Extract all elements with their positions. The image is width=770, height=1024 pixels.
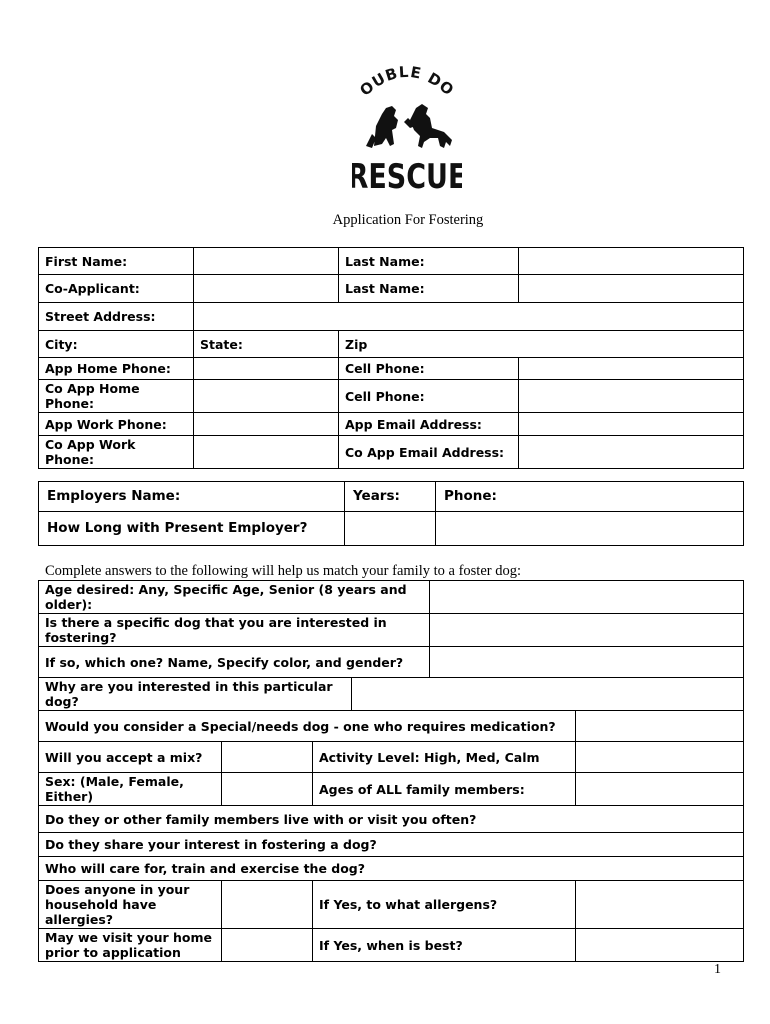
- app-email-field[interactable]: [519, 413, 744, 436]
- co-app-work-phone-field[interactable]: [194, 436, 339, 469]
- street-address-label: Street Address:: [39, 303, 194, 331]
- employment-table: [38, 481, 744, 546]
- svg-text:RESCUE: RESCUE: [352, 158, 462, 196]
- visit-home-field[interactable]: [222, 929, 313, 962]
- co-applicant-field[interactable]: [194, 275, 339, 303]
- app-home-phone-field[interactable]: [194, 358, 339, 380]
- visit-home-label: May we visit your home prior to application: [39, 929, 222, 962]
- co-app-email-label: Co App Email Address:: [339, 436, 519, 469]
- live-visit-question: Do they or other family members live with or visit you often?: [39, 806, 744, 833]
- when-best-label: If Yes, when is best?: [313, 929, 576, 962]
- years-label: Years:: [345, 482, 436, 512]
- rescue-logo: [352, 58, 462, 196]
- special-needs-field[interactable]: [576, 711, 744, 742]
- street-address-field[interactable]: [194, 303, 744, 331]
- co-cell-phone-label: Cell Phone:: [339, 380, 519, 413]
- co-cell-phone-field[interactable]: [519, 380, 744, 413]
- how-long-years-field[interactable]: [345, 512, 436, 546]
- which-one-label: If so, which one? Name, Specify color, and gender?: [39, 647, 430, 678]
- share-interest-question: Do they share your interest in fostering a dog?: [39, 833, 744, 857]
- ages-family-label: Ages of ALL family members:: [313, 773, 576, 806]
- cell-phone-label: Cell Phone:: [339, 358, 519, 380]
- svg-text:DOUBLE DOG: OUBLE DO: [356, 62, 458, 100]
- accept-mix-field[interactable]: [222, 742, 313, 773]
- first-name-label: First Name:: [39, 248, 194, 275]
- last-name-field[interactable]: [519, 248, 744, 275]
- co-last-name-label: Last Name:: [339, 275, 519, 303]
- employers-name-label: Employers Name:: [39, 482, 345, 512]
- sex-label: Sex: (Male, Female, Either): [39, 773, 222, 806]
- zip-label: Zip: [339, 331, 744, 358]
- what-allergens-field[interactable]: [576, 881, 744, 929]
- age-desired-field[interactable]: [430, 581, 744, 614]
- page-title: Application For Fostering: [332, 212, 484, 228]
- applicant-info-table: [38, 247, 744, 469]
- allergies-field[interactable]: [222, 881, 313, 929]
- city-label: City:: [39, 331, 194, 358]
- cell-phone-field[interactable]: [519, 358, 744, 380]
- co-applicant-label: Co-Applicant:: [39, 275, 194, 303]
- co-app-email-field[interactable]: [519, 436, 744, 469]
- state-label: State:: [194, 331, 339, 358]
- activity-level-field[interactable]: [576, 742, 744, 773]
- why-interested-field[interactable]: [352, 678, 744, 711]
- accept-mix-label: Will you accept a mix?: [39, 742, 222, 773]
- special-needs-label: Would you consider a Special/needs dog - one who requires medication?: [39, 711, 576, 742]
- activity-level-label: Activity Level: High, Med, Calm: [313, 742, 576, 773]
- which-one-field[interactable]: [430, 647, 744, 678]
- questionnaire-intro: Complete answers to the following will help us match your family to a foster dog:: [45, 563, 521, 579]
- co-app-home-phone-label: Co App Home Phone:: [39, 380, 194, 413]
- page-number: 1: [714, 962, 721, 977]
- sex-field[interactable]: [222, 773, 313, 806]
- why-interested-label: Why are you interested in this particular dog?: [39, 678, 352, 711]
- specific-dog-label: Is there a specific dog that you are interested in fostering?: [39, 614, 430, 647]
- allergies-label: Does anyone in your household have allergies?: [39, 881, 222, 929]
- who-care-question: Who will care for, train and exercise the dog?: [39, 857, 744, 881]
- when-best-field[interactable]: [576, 929, 744, 962]
- co-last-name-field[interactable]: [519, 275, 744, 303]
- app-email-label: App Email Address:: [339, 413, 519, 436]
- how-long-label: How Long with Present Employer?: [39, 512, 345, 546]
- what-allergens-label: If Yes, to what allergens?: [313, 881, 576, 929]
- age-desired-label: Age desired: Any, Specific Age, Senior (8 years and older):: [39, 581, 430, 614]
- app-home-phone-label: App Home Phone:: [39, 358, 194, 380]
- app-work-phone-field[interactable]: [194, 413, 339, 436]
- specific-dog-field[interactable]: [430, 614, 744, 647]
- phone-label: Phone:: [436, 482, 744, 512]
- app-work-phone-label: App Work Phone:: [39, 413, 194, 436]
- questionnaire-table: [38, 580, 744, 962]
- ages-family-field[interactable]: [576, 773, 744, 806]
- co-app-work-phone-label: Co App Work Phone:: [39, 436, 194, 469]
- co-app-home-phone-field[interactable]: [194, 380, 339, 413]
- first-name-field[interactable]: [194, 248, 339, 275]
- how-long-phone-field[interactable]: [436, 512, 744, 546]
- last-name-label: Last Name:: [339, 248, 519, 275]
